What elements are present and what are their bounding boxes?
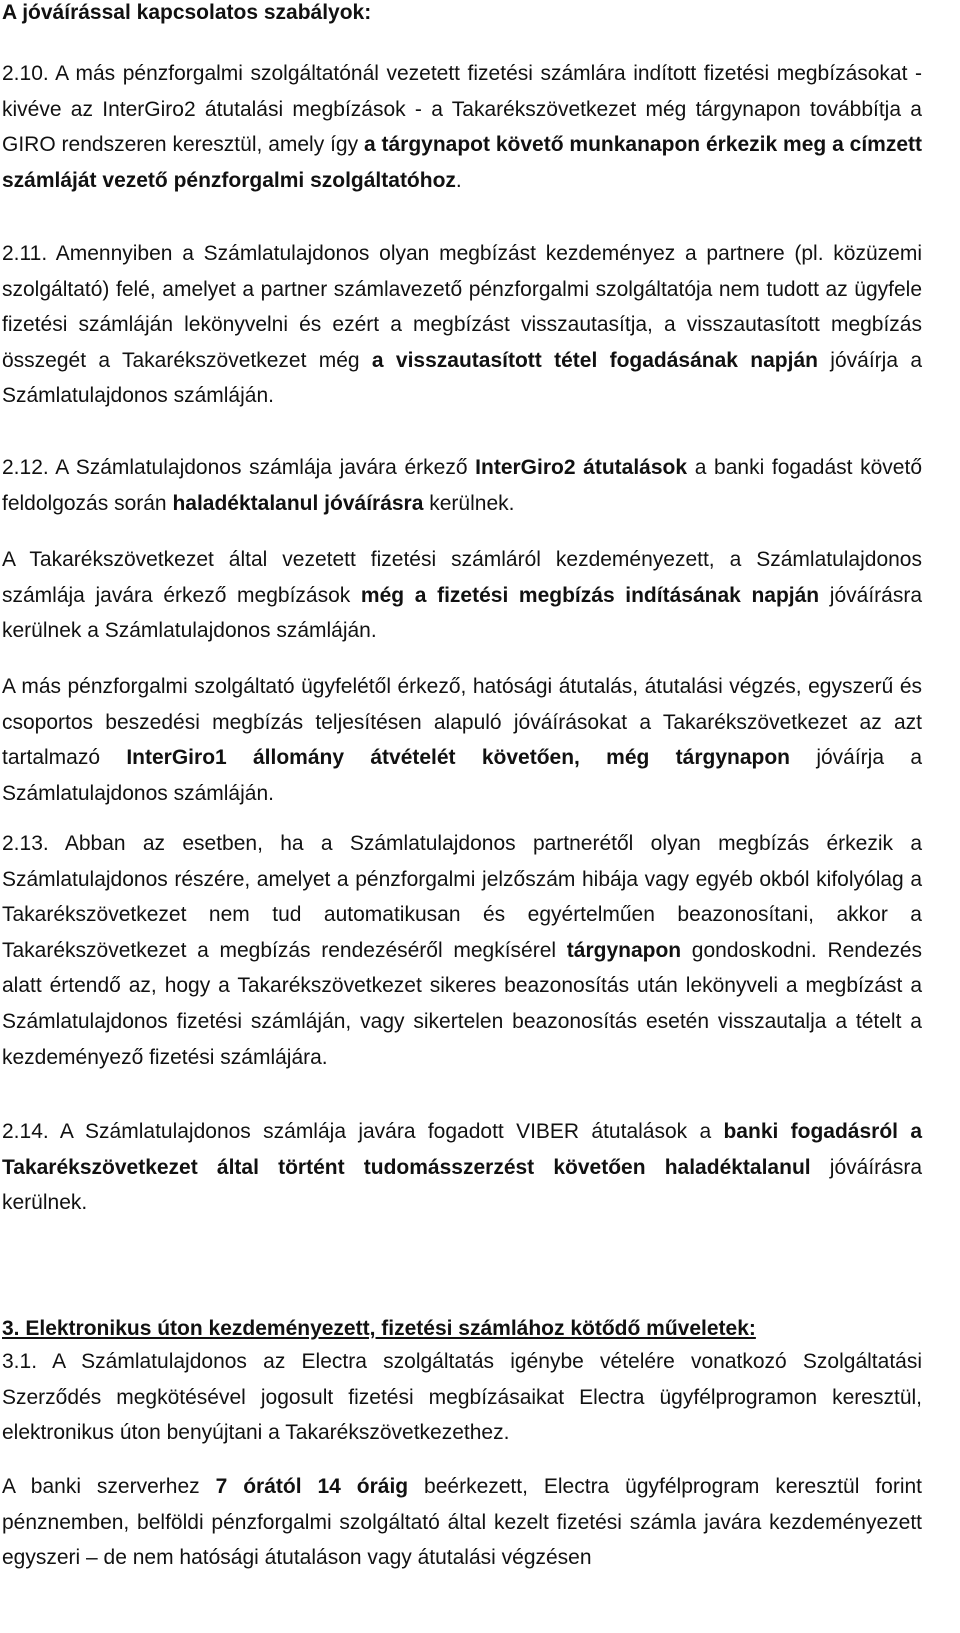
bold-text-run: a tárgynapot követő munkanapon érkezik meg a címzett számláját vezető pénzforgalmi szolgáltatóhoz bbox=[2, 133, 922, 192]
text-run: beérkezett, Electra ügyfélprogram keresztül forint pénznemben, belföldi pénzforgalmi szolgáltató által kezelt fizetési számla javára kezdeményezett egyszeri – de nem hatósági átutaláson vagy átutalási végzésen bbox=[2, 1475, 923, 1570]
paragraph-2-11 bbox=[2, 236, 922, 414]
bold-text-run: InterGiro2 átutalások bbox=[475, 456, 688, 479]
paragraph-2-14 bbox=[2, 1114, 922, 1221]
text-run: A banki szerverhez bbox=[2, 1475, 216, 1498]
bold-text-run: tárgynapon bbox=[566, 938, 682, 962]
text-run: kerülnek. bbox=[423, 491, 515, 515]
text-run: jóváírja a Számlatulajdonos számláján. bbox=[2, 348, 923, 408]
bold-text-run: még a fizetési megbízás indításának napján bbox=[360, 583, 820, 607]
paragraph-2-13 bbox=[2, 826, 922, 1075]
text-run: 2.12. A Számlatulajdonos számlája javára érkező bbox=[2, 456, 476, 479]
text-run: 2.10. A más pénzforgalmi szolgáltatónál vezetett fizetési számlára indított fizetési megbízásokat - kivéve az InterGiro2 átutalási megbízások - a Takarékszövetkezet még tárgynapon továbbítja a GIRO rendszeren keresztül, amely így bbox=[2, 62, 922, 157]
paragraph-internal-credit bbox=[2, 542, 922, 649]
text-run: jóváírásra kerülnek a Számlatulajdonos számláján. bbox=[2, 583, 922, 643]
page-heading: A jóváírással kapcsolatos szabályok: bbox=[2, 1, 372, 24]
paragraph-3-1 bbox=[2, 1344, 922, 1451]
paragraph-2-12 bbox=[2, 450, 922, 521]
paragraph-server-hours bbox=[2, 1469, 922, 1576]
text-run: A Takarékszövetkezet által vezetett fizetési számláról kezdeményezett, a Számlatulajdonos számlája javára érkező megbízások bbox=[2, 548, 922, 607]
section-3-heading: 3. Elektronikus úton kezdeményezett, fizetési számlához kötődő műveletek: bbox=[2, 1317, 756, 1340]
text-run: . bbox=[455, 168, 462, 192]
text-run: 2.11. Amennyiben a Számlatulajdonos olyan megbízást kezdeményez a partnere (pl. közüzemi szolgáltató) felé, amelyet a partner számlavezető pénzforgalmi szolgáltatója nem tudott az ügyfele fizetési számláján lekönyvelni és ezért a megbízást visszautasítja, a visszautasított megbízás összegét a Takarékszövetkezet még bbox=[2, 242, 922, 372]
bold-text-run: a visszautasított tétel fogadásának napján bbox=[371, 348, 818, 372]
text-run: jóváírja a Számlatulajdonos számláján. bbox=[2, 746, 922, 805]
text-run: a banki fogadást követő feldolgozás során bbox=[2, 456, 922, 515]
bold-text-run: InterGiro1 állomány átvételét követően, még tárgynapon bbox=[126, 746, 791, 770]
text-run: gondoskodni. Rendezés alatt értendő az, hogy a Takarékszövetkezet sikeres beazonosítás után lekönyveli a megbízást a Számlatulajdonos fizetési számláján, vagy sikertelen beazonosítás esetén visszautalja a tételt a kezdeményező fizetési számlájára. bbox=[2, 938, 923, 1069]
text-run: A más pénzforgalmi szolgáltató ügyfelétől érkező, hatósági átutalás, átutalási végzés, egyszerű és csoportos beszedési megbízás teljesítésen alapuló jóváírásokat a Takarékszövetkezet az azt tartalmazó bbox=[2, 675, 922, 770]
bold-text-run: banki fogadásról a Takarékszövetkezet által történt tudomásszerzést követően haladéktalanul bbox=[2, 1120, 923, 1179]
text-run: 2.13. Abban az esetben, ha a Számlatulajdonos partnerétől olyan megbízás érkezik a Számlatulajdonos részére, amelyet a pénzforgalmi jelzőszám hibája vagy egyéb okból kifolyólag a Takarékszövetkezet nem tud automatikusan és egyértelműen beazonosítani, akkor a Takarékszövetkezet a megbízás rendezéséről megkísérel bbox=[2, 832, 922, 962]
bold-text-run: 7 órától 14 óráig bbox=[215, 1475, 409, 1498]
bold-text-run: haladéktalanul jóváírásra bbox=[172, 491, 424, 515]
text-run: jóváírásra kerülnek. bbox=[2, 1155, 922, 1215]
text-run: 3.1. A Számlatulajdonos az Electra szolgáltatás igénybe vételére vonatkozó Szolgáltatási Szerződés megkötésével jogosult fizetési megbízásaikat Electra ügyfélprogramon keresztül, elektronikus úton benyújtani a Takarékszövetkezethez. bbox=[2, 1350, 922, 1445]
text-run: 2.14. A Számlatulajdonos számlája javára fogadott VIBER átutalások a bbox=[2, 1120, 724, 1143]
paragraph-external-credit bbox=[2, 669, 922, 811]
paragraph-2-10 bbox=[2, 56, 922, 198]
